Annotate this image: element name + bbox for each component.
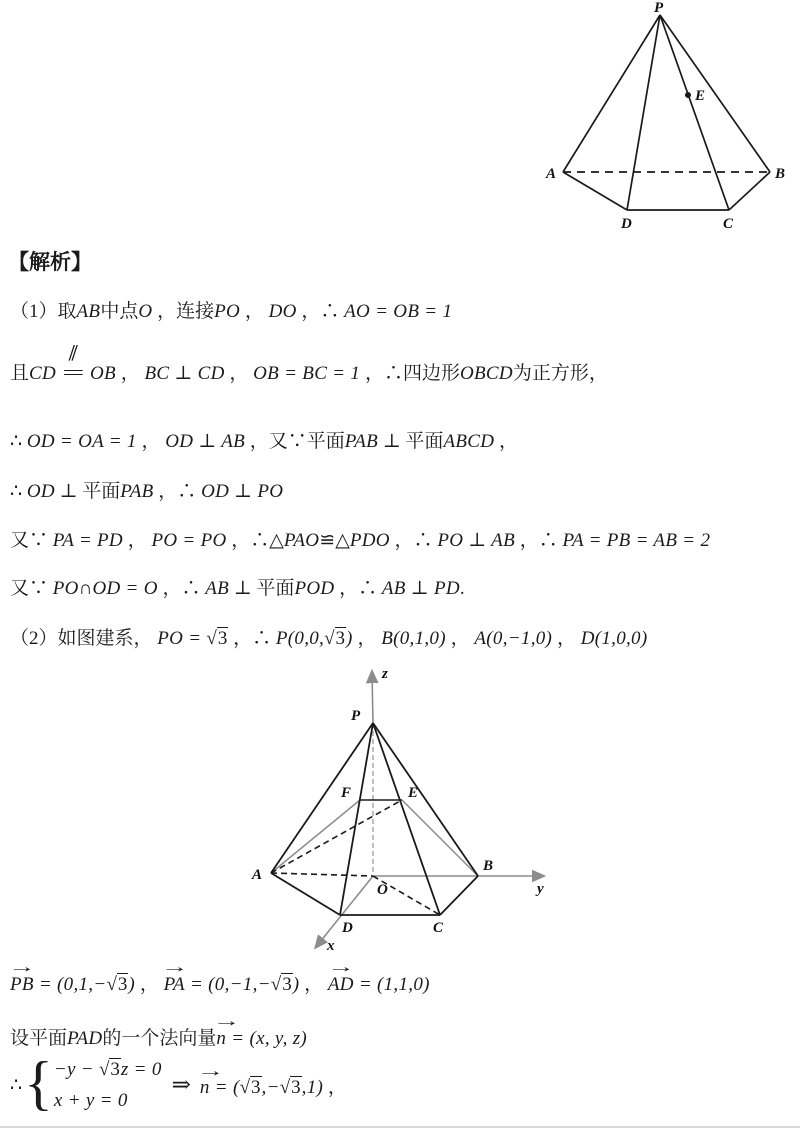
bottom-divider xyxy=(0,1126,800,1128)
axis-label-z: z xyxy=(382,666,388,682)
solution-line-1: （1）取AB中点O ，连接PO ， DO ，∴ AO = OB = 1 xyxy=(10,301,453,322)
pyramid-figure-1 xyxy=(528,0,800,232)
solution-line-3: ∴ OD = OA = 1 ， OD ⊥ AB ，又∵平面PAB ⊥ 平面ABCD ， xyxy=(10,431,519,452)
edge-PA xyxy=(563,15,660,172)
vertex-label-O: O xyxy=(377,882,388,898)
edge-CB xyxy=(440,876,478,915)
vertex-label-P: P xyxy=(654,0,664,16)
vertex-label-C: C xyxy=(723,216,734,232)
vertex-label-A: A xyxy=(546,166,557,182)
therefore-symbol: ∴ xyxy=(10,1074,23,1096)
z-axis xyxy=(372,672,373,723)
system-equations xyxy=(54,1059,162,1112)
pyramid-figure-2-coordinate xyxy=(250,658,570,958)
equation-system xyxy=(10,1050,347,1116)
solution-line-4: ∴ OD ⊥ 平面PAB ，∴ OD ⊥ PO xyxy=(10,481,284,502)
vertex-label-E: E xyxy=(695,88,706,104)
edge-PA xyxy=(271,723,373,873)
segment-AE-dashed xyxy=(271,800,402,873)
segment-AF xyxy=(271,800,360,873)
vertex-label-B: B xyxy=(775,166,786,182)
edge-PB xyxy=(660,15,770,172)
edge-CB xyxy=(729,172,770,210)
edge-PD xyxy=(627,15,660,210)
solution-line-7: （2）如图建系， PO = √3 ，∴ P(0,0,√3) ， B(0,1,0) ， A(0,−1,0) ， D(1,0,0) xyxy=(10,628,648,649)
point-E-dot xyxy=(685,92,691,98)
implies-symbol: ⇒ xyxy=(171,1072,191,1097)
vertex-label-F: F xyxy=(341,785,352,801)
axis-label-y: y xyxy=(537,881,544,897)
equation-2: x + y = 0 xyxy=(53,1089,128,1111)
edge-AD xyxy=(563,172,627,210)
solution-line-6: 又∵ PO∩OD = O ，∴ AB ⊥ 平面POD ，∴ AB ⊥ PD. xyxy=(10,578,465,599)
solution-line-5: 又∵ PA = PD ， PO = PO ，∴△PAO≌△PDO ，∴ PO ⊥ AB ，∴ PA = PB = AB = 2 xyxy=(10,530,711,551)
solution-line-2: 且CD ∥ = OB ， BC ⊥ CD ， OB = BC = 1 ，∴四边形OBCD为正方形， xyxy=(10,344,608,384)
vertex-label-E: E xyxy=(408,785,419,801)
vertex-label-A: A xyxy=(252,867,263,883)
segment-AO-dashed xyxy=(271,873,373,876)
vertex-label-D: D xyxy=(621,216,632,232)
analysis-header: 【解析】 xyxy=(8,251,92,274)
solution-line-normal-vector: 设平面PAD的一个法向量 → n = (x, y, z) xyxy=(10,1013,308,1049)
vertex-label-C: C xyxy=(433,920,444,936)
edge-AD xyxy=(271,873,340,915)
solution-line-vectors: → PB = (0,1,−√3) ， → PA = (0,−1,−√3) ， → AD = (1,1,0) xyxy=(7,959,430,995)
system-brace: { xyxy=(24,1050,53,1116)
edge-PC xyxy=(660,15,729,210)
vertex-label-B: B xyxy=(483,858,494,874)
vertex-label-P: P xyxy=(351,708,361,724)
axis-label-x: x xyxy=(327,938,335,954)
normal-vector-result: → n = (√3,−√3,1) ， xyxy=(196,1062,347,1098)
vertex-label-D: D xyxy=(342,920,353,936)
equation-1: −y − √3z = 0 xyxy=(53,1058,162,1080)
